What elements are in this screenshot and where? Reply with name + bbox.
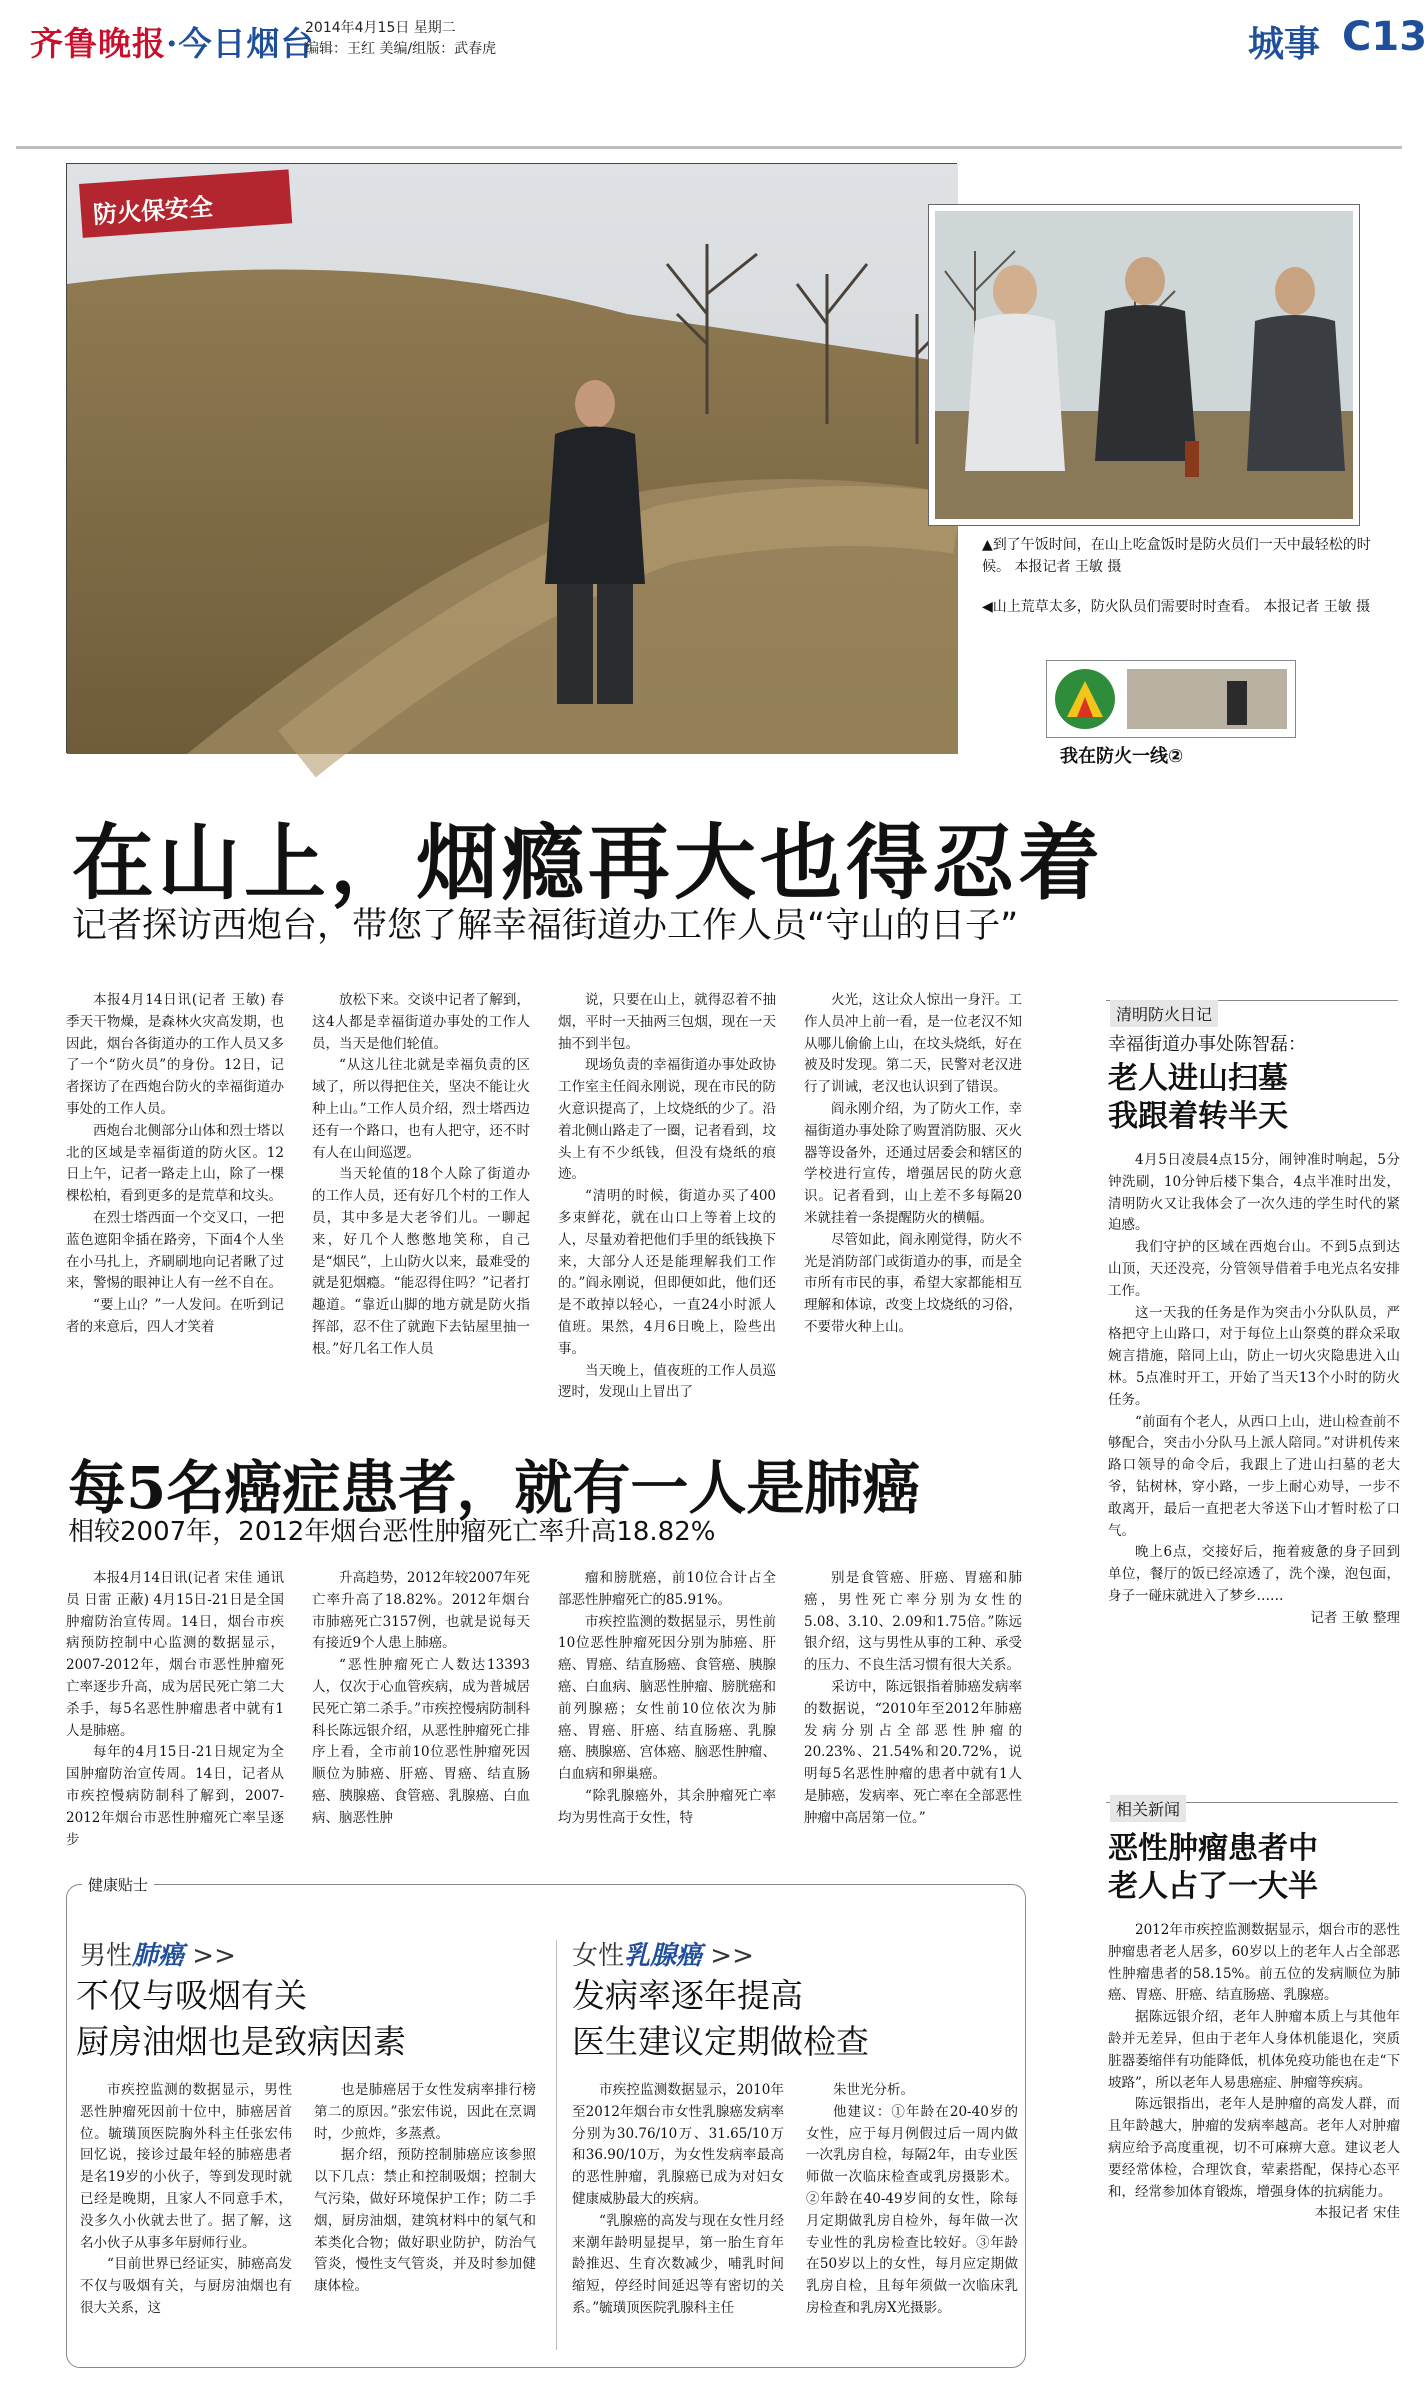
paragraph: 4月5日凌晨4点15分，闹钟准时响起，5分钟洗刷，10分钟后楼下集合，4点半准时出发，清明防火又让我体会了一次久违的学生时代的紧迫感。 — [1108, 1152, 1400, 1234]
paragraph: “恶性肿瘤死亡人数达13393人，仅次于心血管疾病，成为普城居民死亡第二杀手。”市疾控慢病防制科科长陈远银介绍，从恶性肿瘤死亡排序上看，全市前10位恶性肿瘤死因顺位为肺癌、肝癌、胃癌、结直肠癌、胰腺癌、食管癌、乳腺癌、白血病、脑恶性肿 — [312, 1657, 530, 1826]
health-right-headline — [572, 1973, 869, 2065]
sidebar1-body — [1108, 1150, 1400, 1780]
sidebar2-tag: 相关新闻 — [1110, 1795, 1186, 1822]
photo-caption-lunch: ▲到了午饭时间，在山上吃盒饭时是防火员们一天中最轻松的时候。 本报记者 王敏 摄 — [982, 537, 1371, 575]
paragraph: 市疾控监测的数据显示，男性恶性肿瘤死因前十位中，肺癌居首位。毓璜顶医院胸外科主任张宏伟回忆说，接诊过最年轻的肺癌患者是名19岁的小伙子，等到发现时就已经是晚期，且家人不同意手术，没多久小伙就去世了。据了解，这名小伙子从事多年厨师行业。 — [80, 2082, 292, 2251]
sidebar2-byline: 本报记者 宋佳 — [1314, 2205, 1400, 2222]
paragraph: 当天轮值的18个人除了街道办的工作人员，还有好几个村的工作人员，其中多是大老爷们儿。一聊起来，好几个人憋憋地笑称，自己是“烟民”，上山防火以来，最难受的就是犯烟瘾。“能忍得住吗？”记者打趣道。“靠近山脚的地方就是防火指挥部，忍不住了就跑下去钻屋里抽一根。”好几名工作人员 — [312, 1166, 530, 1357]
paragraph: 西炮台北侧部分山体和烈士塔以北的区域是幸福街道的防火区。12日上午，记者一路走上山，除了一棵棵松柏，看到更多的是荒草和坟头。 — [66, 1122, 284, 1205]
issue-date: 2014年4月15日 星期二 — [305, 20, 456, 36]
newspaper-logo — [30, 18, 315, 65]
story1-column-2 — [312, 990, 530, 1385]
story2-column-2 — [312, 1568, 530, 1868]
sidebar2-body — [1108, 1920, 1400, 2370]
paragraph: 说，只要在山上，就得忍着不抽烟，平时一天抽两三包烟，现在一天抽不到半包。 — [558, 992, 776, 1052]
kicker-prefix: 女性 — [572, 1941, 625, 1971]
story2-subhead: 相较2007年，2012年烟台恶性肿瘤死亡率升高18.82% — [68, 1517, 716, 1547]
sidebar1-headline — [1108, 1060, 1398, 1136]
paragraph: “目前世界已经证实，肺癌高发不仅与吸烟有关，与厨房油烟也有很大关系，这 — [80, 2256, 292, 2316]
paragraph: 火光，这让众人惊出一身汗。工作人员冲上前一看，是一位老汉不知从哪儿偷偷上山，在坟头烧纸，好在被及时发现。第二天，民警对老汉进行了训诫，老汉也认识到了错误。 — [804, 992, 1022, 1096]
health-right-headline-line2: 医生建议定期做检查 — [572, 2022, 869, 2061]
story2-column-4 — [804, 1568, 1022, 1868]
paragraph: 放松下来。交谈中记者了解到，这4人都是幸福街道办事处的工作人员，当天是他们轮值。 — [312, 992, 530, 1052]
lunch-photo-illustration — [935, 211, 1353, 519]
main-photo — [66, 163, 957, 753]
kicker-topic: 肺癌 — [132, 1941, 185, 1971]
story2-column-1 — [66, 1568, 284, 1868]
paragraph: 阎永刚介绍，为了防火工作，幸福街道办事处除了购置消防服、灭火器等设备外，还通过居委会和辖区的学校进行宣传，增强居民的防火意识。记者看到，山上差不多每隔20米就挂着一条提醒防火的横幅。 — [804, 1100, 1022, 1226]
story1-subhead: 记者探访西炮台，带您了解幸福街道办工作人员“守山的日子” — [72, 906, 1019, 946]
series-label: 我在防火一线② — [1060, 746, 1184, 767]
health-right-kicker — [572, 1935, 754, 1972]
paragraph: “清明的时候，街道办买了400多束鲜花，就在山口上等着上坟的人，尽量劝着把他们手里的纸钱换下来，大部分人还是能理解我们工作的。”阎永刚说，但即便如此，他们还是不敢掉以轻心，一直24小时派人值班。果然，4月6日晚上，险些出事。 — [558, 1188, 776, 1357]
paragraph: 升高趋势，2012年较2007年死亡率升高了18.82%。2012年烟台市肺癌死亡3157例，也就是说每天有接近9个人患上肺癌。 — [312, 1570, 530, 1652]
sidebar1-tag: 清明防火日记 — [1110, 1000, 1218, 1027]
paragraph: 2012年市疾控监测数据显示，烟台市的恶性肿瘤患者老人居多，60岁以上的老年人占全部恶性肿瘤患者的58.15%。前五位的发病顺位为肺癌、胃癌、肝癌、结直肠癌、乳腺癌。 — [1108, 1922, 1400, 2004]
story2-headline: 每5名癌症患者，就有一人是肺癌 — [68, 1454, 921, 1522]
paragraph: 晚上6点，交接好后，拖着疲惫的身子回到单位，餐厅的饭已经凉透了，洗个澡，泡包面，身子一碰床就进入了梦乡…… — [1108, 1544, 1400, 1604]
paragraph: “乳腺癌的高发与现在女性月经来潮年龄明显提早，第一胎生育年龄推迟、生育次数减少，哺乳时间缩短，停经时间延迟等有密切的关系。”毓璜顶医院乳腺科主任 — [572, 2212, 784, 2316]
sidebar2-headline-line2: 老人占了一大半 — [1108, 1869, 1318, 1904]
paragraph: 他建议：①年龄在20-40岁的女性，应于每月例假过后一周内做一次乳房自检，每隔2年，由专业医师做一次临床检查或乳房摄影术。②年龄在40-49岁间的女性，除每月定期做乳房自检外，每年做一次专业性的乳房检查比较好。③年龄在50岁以上的女性，每月应定期做乳房自检，且每年须做一次临床乳房检查和乳房X光摄影。 — [806, 2103, 1018, 2316]
section-brand: 今日烟台 — [178, 24, 315, 63]
paragraph: 市疾控监测的数据显示，男性前10位恶性肿瘤死因分别为肺癌、肝癌、胃癌、结直肠癌、食管癌、胰腺癌、白血病、脑恶性肿瘤、膀胱癌和前列腺癌；女性前10位依次为肺癌、胃癌、肝癌、结直肠癌、乳腺癌、胰腺癌、宫体癌、脑恶性肿瘤、白血病和卵巢癌。 — [558, 1613, 776, 1783]
health-right-headline-line1: 发病率逐年提高 — [572, 1976, 803, 2015]
sidebar1-headline-line2: 我跟着转半天 — [1108, 1099, 1288, 1134]
health-right-column-1 — [572, 2080, 784, 2362]
paragraph: 朱世光分析。 — [833, 2082, 914, 2098]
health-tips-tag: 健康贴士 — [82, 1874, 154, 1895]
sidebar2-headline-line1: 恶性肿瘤患者中 — [1108, 1831, 1318, 1866]
story1-headline: 在山上，烟瘾再大也得忍着 — [72, 815, 1105, 911]
logo-text: 齐鲁晚报 — [30, 24, 166, 63]
paragraph: 市疾控监测数据显示，2010年至2012年烟台市女性乳腺癌发病率分别为30.76/10万、31.65/10万和36.90/10万，为女性发病率最高的恶性肿瘤，乳腺癌已成为对妇女健康威胁最大的疾病。 — [572, 2082, 784, 2207]
paragraph: 每年的4月15日-21日规定为全国肿瘤防治宣传周。14日，记者从市疾控慢病防制科了解到，2007-2012年烟台市恶性肿瘤死亡率呈逐步 — [66, 1744, 284, 1848]
story1-column-4 — [804, 990, 1022, 1385]
paragraph: 本报4月14日讯(记者 王敏) 春季天干物燥，是森林火灾高发期，也因此，烟台各街道办的工作人员又多了一个“防火员”的身份。12日，记者探访了在西炮台防火的幸福街道办事处的工作人员。 — [66, 992, 284, 1117]
photo-caption-patrol: ◀山上荒草太多，防火队员们需要时时查看。 本报记者 王敏 摄 — [982, 599, 1371, 615]
health-left-headline-line1: 不仅与吸烟有关 — [76, 1976, 307, 2015]
story1-column-1 — [66, 990, 284, 1385]
kicker-arrow: >> — [702, 1941, 754, 1971]
health-left-column-2 — [314, 2080, 536, 2362]
logo-separator: · — [166, 24, 179, 63]
paragraph: 也是肺癌居于女性发病率排行榜第二的原因。”张宏伟说，因此在烹调时，少煎炸，多蒸煮。 — [314, 2082, 536, 2142]
kicker-topic: 乳腺癌 — [624, 1941, 703, 1971]
story2-column-3 — [558, 1568, 776, 1868]
paragraph: 我们守护的区域在西炮台山。不到5点到达山顶，天还没亮，分管领导借着手电光点名安排工作。 — [1108, 1239, 1400, 1299]
kicker-prefix: 男性 — [80, 1941, 133, 1971]
series-logo — [1046, 660, 1296, 738]
paragraph: 这一天我的任务是作为突击小分队队员，严格把守上山路口，对于每位上山祭奠的群众采取婉言措施，陪同上山，防止一切火灾隐患进入山林。5点准时开工，开始了当天13个小时的防火任务。 — [1108, 1304, 1400, 1408]
hillside-photo-illustration — [67, 164, 958, 754]
sidebar1-headline-line1: 老人进山扫墓 — [1108, 1061, 1288, 1096]
paragraph: 尽管如此，阎永刚觉得，防火不光是消防部门或街道办的事，而是全市所有市民的事，希望大家都能相互理解和体谅，改变上坟烧纸的习俗，不要带火种上山。 — [804, 1231, 1022, 1335]
kicker-arrow: >> — [184, 1941, 236, 1971]
health-left-headline — [76, 1973, 406, 2065]
paragraph: 据陈远银介绍，老年人肿瘤本质上与其他年龄并无差异，但由于老年人身体机能退化，突质脏器萎缩伴有功能降低，机体免疫功能也在走“下坡路”，所以老年人易患癌症、肿瘤等疾病。 — [1108, 2009, 1400, 2091]
lunch-photo — [929, 205, 1359, 525]
sidebar1-kicker: 幸福街道办事处陈智磊： — [1108, 1034, 1306, 1055]
paragraph: “前面有个老人，从西口上山，进山检查前不够配合，突击小分队马上派人陪同。”对讲机传来路口领导的命令后，我跟上了进山扫墓的老大爷，钻树林，穿小路，一步上耐心劝导，一步不敢离开，最后一直把老大爷送下山才暂时松了口气。 — [1108, 1413, 1400, 1539]
paragraph: 在烈士塔西面一个交叉口，一把蓝色遮阳伞插在路旁，下面4个人坐在小马扎上，齐刷刷地向记者瞅了过来，警惕的眼神让人有一丝不自在。 — [66, 1209, 284, 1292]
health-left-headline-line2: 厨房油烟也是致病因素 — [76, 2022, 406, 2061]
fire-prevention-icon — [1047, 661, 1295, 737]
header-rule — [16, 146, 1402, 149]
page-number: C13 — [1342, 14, 1427, 60]
paragraph: 别是食管癌、肝癌、胃癌和肺癌，男性死亡率分别为女性的5.08、3.10、2.09和1.75倍。”陈远银介绍，这与男性从事的工种、承受的压力、不良生活习惯有很大关系。 — [804, 1570, 1022, 1674]
sidebar2-headline — [1108, 1830, 1398, 1906]
paragraph: “除乳腺癌外，其余肿瘤死亡率均为男性高于女性，特 — [558, 1787, 776, 1826]
story1-column-3 — [558, 990, 776, 1401]
paragraph: “要上山？”一人发问。在听到记者的来意后，四人才笑着 — [66, 1297, 284, 1335]
paragraph: 采访中，陈远银指着肺癌发病率的数据说，“2010年至2012年肺癌发病分别占全部恶性肿瘤的20.23%、21.54%和20.72%，说明每5名恶性肿瘤的患者中就有1人是肺癌，发病率、死亡率在全部恶性肿瘤中高居第一位。” — [804, 1678, 1022, 1826]
paragraph: “从这儿往北就是幸福负责的区域了，所以得把住关，坚决不能让火种上山。”工作人员介绍，烈士塔西边还有一个路口，也有人把守，还不时有人在山间巡逻。 — [312, 1057, 530, 1161]
health-divider — [556, 1940, 557, 2350]
health-right-column-2 — [806, 2080, 1018, 2362]
section-name: 城事 — [1248, 24, 1321, 65]
health-left-kicker — [80, 1935, 236, 1972]
health-left-column-1 — [80, 2080, 292, 2362]
paragraph: 据介绍，预防控制肺癌应该参照以下几点：禁止和控制吸烟；控制大气污染，做好环境保护工作；防二手烟，厨房油烟，建筑材料中的氡气和苯类化合物；做好职业防护，防治气管炎，慢性支气管炎，并及时参加健康体检。 — [314, 2147, 536, 2295]
sidebar1-byline: 记者 王敏 整理 — [1310, 1609, 1400, 1626]
paragraph: 现场负责的幸福街道办事处政协工作室主任阎永刚说，现在市民的防火意识提高了，上坟烧纸的少了。沿着北侧山路走了一圈，记者看到，坟头上有不少纸钱，但没有烧纸的痕迹。 — [558, 1057, 776, 1183]
paragraph: 本报4月14日讯(记者 宋佳 通讯员 日雷 正蔽) 4月15日-21日是全国肿瘤防治宣传周。14日，烟台市疾病预防控制中心监测的数据显示，2007-2012年，烟台市恶性肿瘤死亡率逐步升高，成为居民死亡第二大杀手，每5名恶性肿瘤患者中就有1人是肺癌。 — [66, 1570, 284, 1739]
editors-credit: 编辑：王红 美编/组版：武春虎 — [305, 41, 497, 57]
paragraph: 当天晚上，值夜班的工作人员巡逻时，发现山上冒出了 — [558, 1362, 776, 1401]
fire-safety-banner: 防火保安全 — [79, 169, 292, 238]
paragraph: 陈远银指出，老年人是肿瘤的高发人群，而且年龄越大，肿瘤的发病率越高。老年人对肿瘤病应给予高度重视，切不可麻痹大意。建议老人要经常体检，合理饮食，荤素搭配，保持心态平和，经常参加体育锻炼，增强身体的抗病能力。 — [1108, 2096, 1400, 2200]
paragraph: 瘤和膀胱癌，前10位合计占全部恶性肿瘤死亡的85.91%。 — [558, 1570, 776, 1608]
